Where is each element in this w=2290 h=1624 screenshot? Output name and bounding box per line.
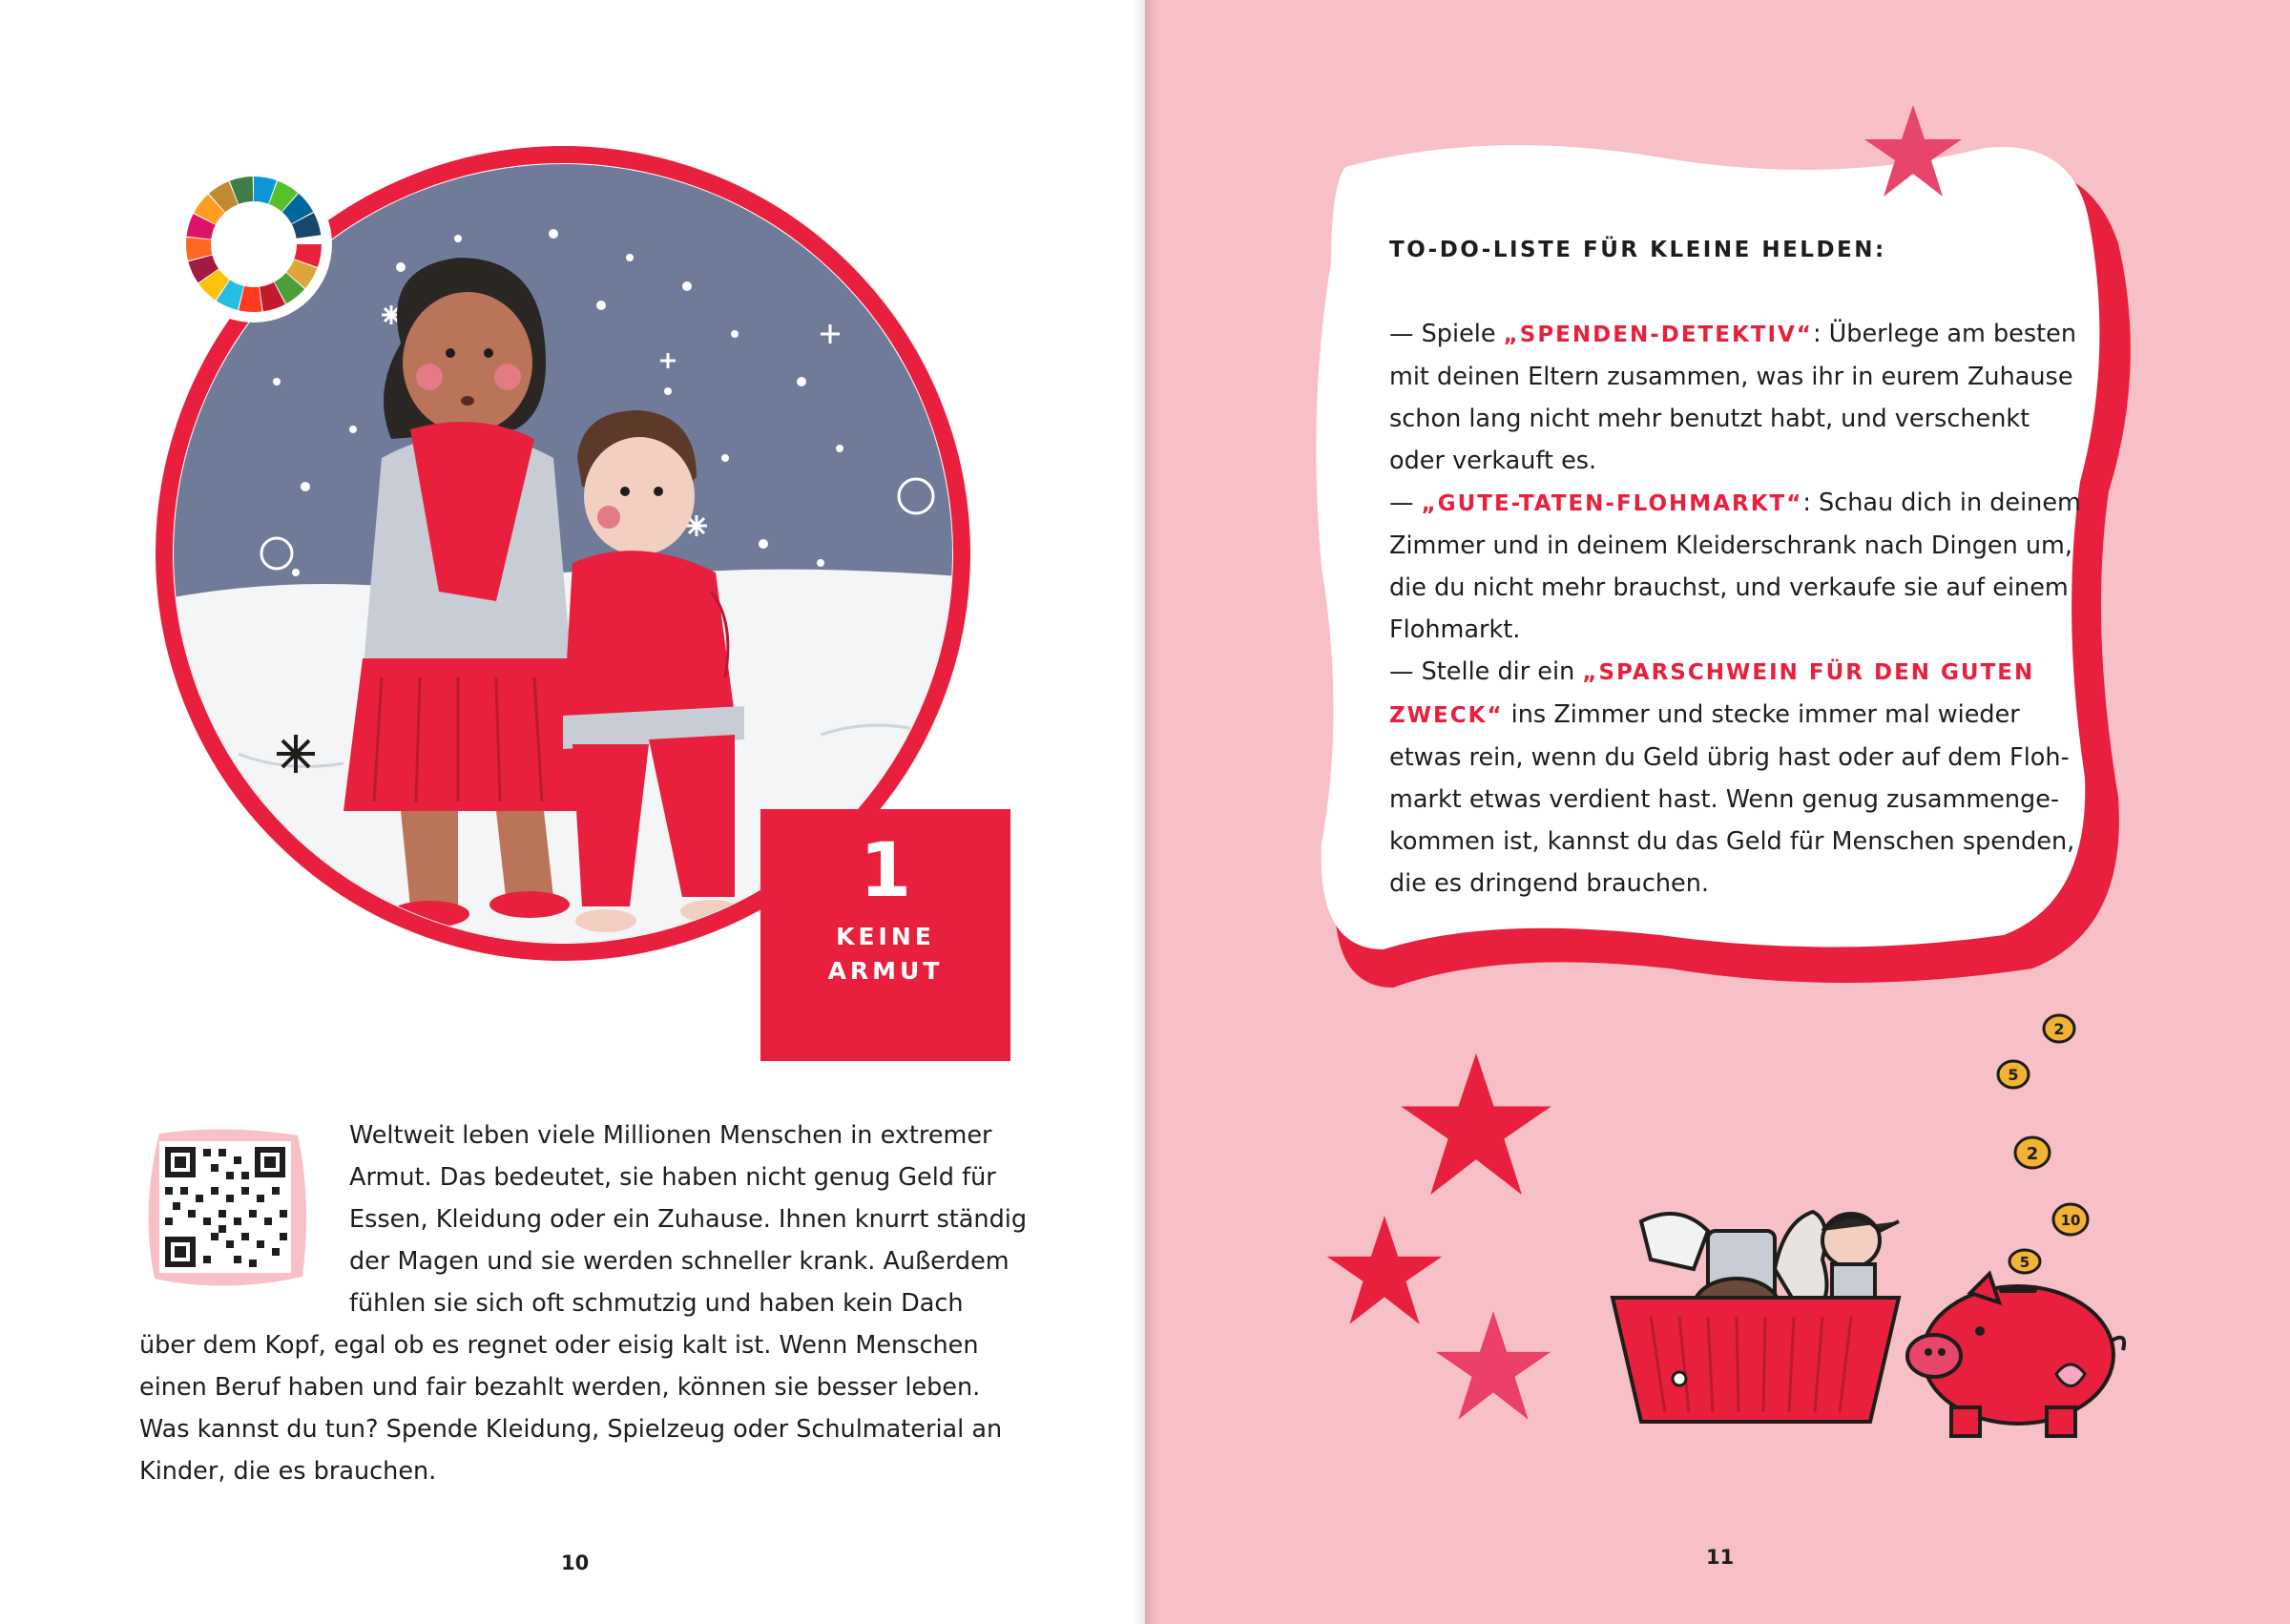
coin-icon [2044, 1015, 2074, 1042]
text-line: etwas rein, wenn du Geld übrig hast oder auf dem Floh- [1389, 743, 2070, 772]
text-line: mit deinen Eltern zusammen, was ihr in eurem Zuhause [1389, 363, 2073, 391]
goal-label: KEINE ARMUT [827, 923, 944, 985]
text-line: über dem Kopf, egal ob es regnet oder eisig kalt ist. Wenn Menschen [139, 1331, 979, 1360]
coin-icon [2053, 1204, 2088, 1235]
page-number-left: 10 [561, 1551, 590, 1574]
text-line: markt etwas verdient hast. Wenn genug zusammenge- [1389, 785, 2060, 814]
text-line: Was kannst du tun? Spende Kleidung, Spielzeug oder Schulmaterial an [139, 1415, 1003, 1444]
todo-prefix: — [1389, 489, 1422, 517]
star-icon [1861, 103, 1966, 198]
text-line: Kinder, die es brauchen. [139, 1457, 437, 1486]
text-line: Essen, Kleidung oder ein Zuhause. Ihnen knurrt ständig [349, 1205, 1028, 1234]
todo-suffix: : Überlege am besten [1812, 320, 2076, 348]
coin-label: 5 [2019, 1254, 2030, 1271]
coin-label: 2 [2026, 1144, 2039, 1164]
text-line: Zimmer und in deinem Kleiderschrank nach Dingen um, [1389, 531, 2072, 560]
text-line: einen Beruf haben und fair bezahlt werden, können sie besser leben. [139, 1373, 981, 1402]
text-line: die du nicht mehr brauchst, und verkaufe sie auf einem [1389, 573, 2069, 602]
todo-item-3 [1389, 651, 2076, 905]
todo-highlight: „SPENDEN-DETEKTIV“ [1503, 323, 1813, 347]
todo-highlight: „SPARSCHWEIN FÜR DEN GUTEN [1582, 660, 2035, 685]
todo-list [1389, 229, 2081, 905]
todo-item-second-line [1389, 694, 2076, 737]
todo-item-first-line [1389, 313, 2076, 356]
star-icon [1322, 1212, 1447, 1328]
coin-icon [2009, 1250, 2040, 1273]
goal-number: 1 [859, 828, 912, 914]
todo-prefix: — Stelle dir ein [1389, 657, 1583, 686]
todo-highlight: ZWECK“ [1389, 703, 1504, 728]
star-icon [1431, 1307, 1555, 1424]
falling-coins-illustration [1994, 1011, 2137, 1279]
coin-label: 10 [2060, 1212, 2081, 1229]
todo-highlight: „GUTE-TATEN-FLOHMARKT“ [1421, 491, 1803, 516]
text-line: schon lang nicht mehr benutzt habt, und verschenkt [1389, 405, 2030, 433]
text-line: kommen ist, kannst du das Geld für Menschen spenden, [1389, 827, 2075, 856]
intro-paragraph [349, 1114, 1036, 1324]
piggy-bank-icon [1894, 1264, 2133, 1441]
goal-badge [760, 809, 1010, 1061]
coin-icon [2015, 1137, 2050, 1168]
page-number-right: 11 [1706, 1546, 1735, 1569]
text-line: Armut. Das bedeutet, sie haben nicht genug Geld für [349, 1163, 996, 1192]
coin-label: 5 [2008, 1066, 2019, 1084]
todo-prefix: — Spiele [1389, 320, 1504, 348]
qr-code-icon[interactable] [140, 1124, 312, 1291]
todo-suffix: : Schau dich in deinem [1802, 489, 2081, 517]
todo-item-first-line [1389, 482, 2081, 525]
ground-snowflake [277, 735, 315, 773]
todo-suffix: ins Zimmer und stecke immer mal wieder [1503, 700, 2020, 729]
todo-item-first-line [1389, 651, 2076, 694]
sdg-wheel-icon [176, 166, 332, 323]
todo-title: TO-DO-LISTE FÜR KLEINE HELDEN: [1389, 238, 1886, 262]
text-line: Weltweit leben viele Millionen Menschen in extremer [349, 1121, 992, 1150]
coin-label: 2 [2053, 1020, 2065, 1038]
todo-item-1 [1389, 313, 2076, 482]
text-line: fühlen sie sich oft schmutzig und haben kein Dach [349, 1289, 964, 1318]
text-line: die es dringend brauchen. [1389, 869, 1709, 898]
coin-icon [1998, 1061, 2029, 1088]
star-icon [1395, 1048, 1557, 1200]
donation-box-illustration [1574, 1193, 1918, 1431]
text-line: oder verkauft es. [1389, 447, 1597, 475]
body-paragraph [139, 1324, 1036, 1492]
text-line: der Magen und sie werden schneller krank. Außerdem [349, 1247, 1010, 1276]
todo-item-2 [1389, 482, 2081, 651]
text-line: Flohmarkt. [1389, 615, 1521, 644]
